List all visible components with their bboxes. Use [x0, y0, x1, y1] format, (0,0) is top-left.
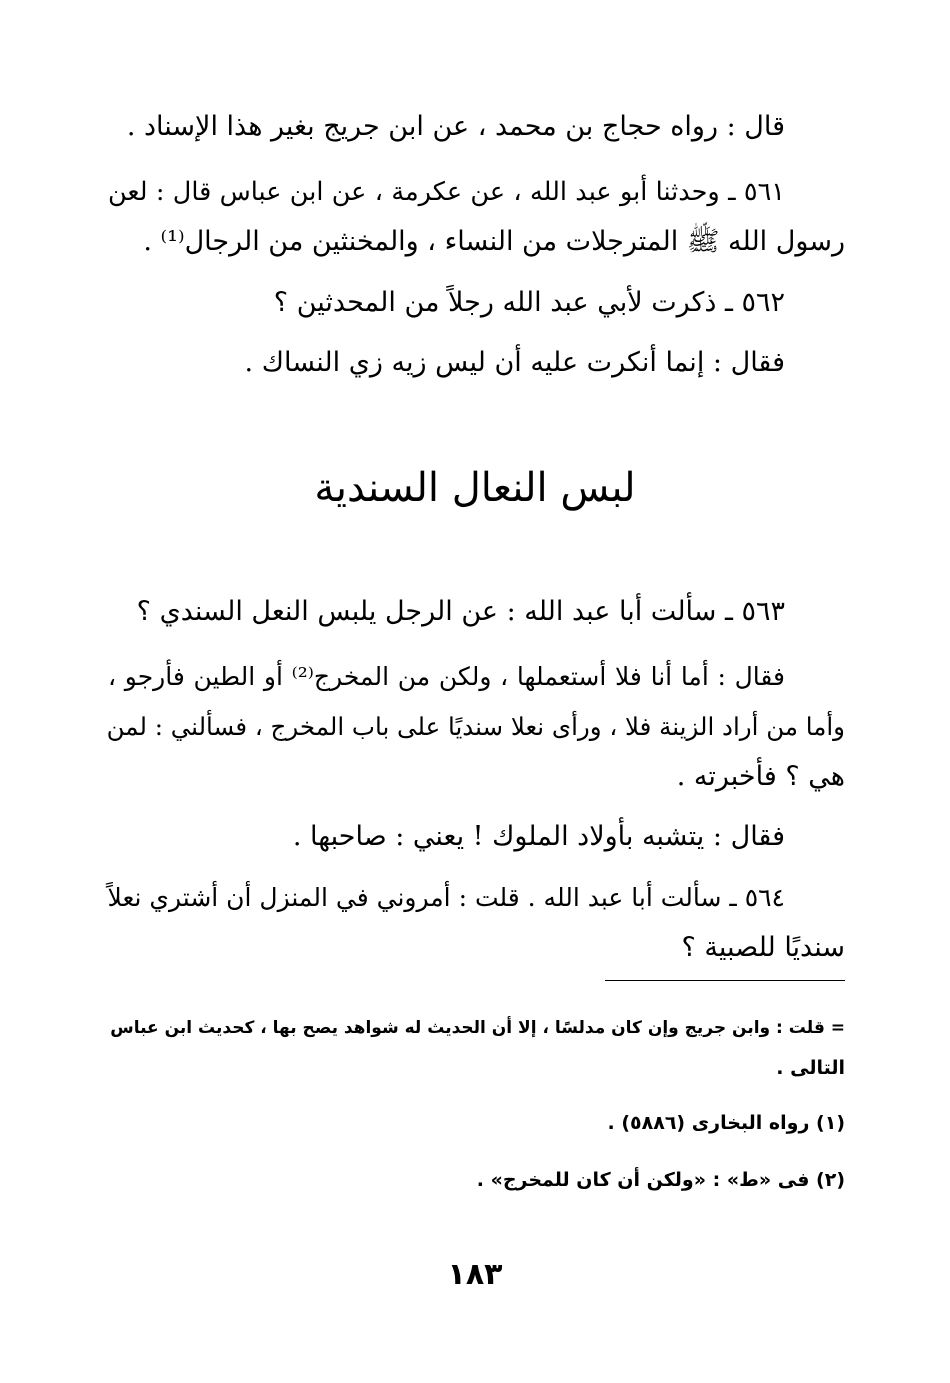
footnote-line: التالى . — [776, 1057, 845, 1079]
footnote-2: (٢) فى «ط» : «ولكن أن كان للمخرج» . — [476, 1169, 845, 1191]
footnote-separator — [605, 980, 845, 981]
text-line: ٥٦٣ ـ سألت أبا عبد الله : عن الرجل يلبس النعل السندي ؟ — [136, 596, 785, 627]
text-line: رسول الله ﷺ المترجلات من النساء ، والمخنثين من الرجال⁽¹⁾ . — [143, 226, 845, 257]
text-line: وأما من أراد الزينة فلا ، ورأى نعلا سنديًا على باب المخرج ، فسألني : لمن — [106, 712, 845, 741]
text-line: ٥٦٤ ـ سألت أبا عبد الله . قلت : أمروني في المنزل أن أشتري نعلاً — [107, 883, 785, 912]
text-line: فقال : يتشبه بأولاد الملوك ! يعني : صاحبها . — [292, 821, 785, 852]
text-line: ٥٦١ ـ وحدثنا أبو عبد الله ، عن عكرمة ، عن ابن عباس قال : لعن — [108, 177, 785, 207]
footnote-1: (١) رواه البخارى (٥٨٨٦) . — [607, 1112, 845, 1134]
text-line: هي ؟ فأخبرته . — [676, 761, 845, 792]
text-line: سنديًا للصبية ؟ — [681, 932, 845, 963]
text-line: ٥٦٢ ـ ذكرت لأبي عبد الله رجلاً من المحدثين ؟ — [273, 287, 785, 318]
section-heading: لبس النعال السندية — [314, 465, 636, 511]
text-line: قال : رواه حجاج بن محمد ، عن ابن جريج بغير هذا الإسناد . — [126, 111, 785, 142]
text-line: فقال : إنما أنكرت عليه أن ليس زيه زي النساك . — [244, 347, 785, 378]
footnote-line: = قلت : وابن جريج وإن كان مدلسًا ، إلا أن الحديث له شواهد يصح بها ، كحديث ابن عباس — [110, 1018, 845, 1038]
text-line: فقال : أما أنا فلا أستعملها ، ولكن من المخرج⁽²⁾ أو الطين فأرجو ، — [108, 662, 786, 691]
page-number: ١٨٣ — [447, 1257, 503, 1292]
